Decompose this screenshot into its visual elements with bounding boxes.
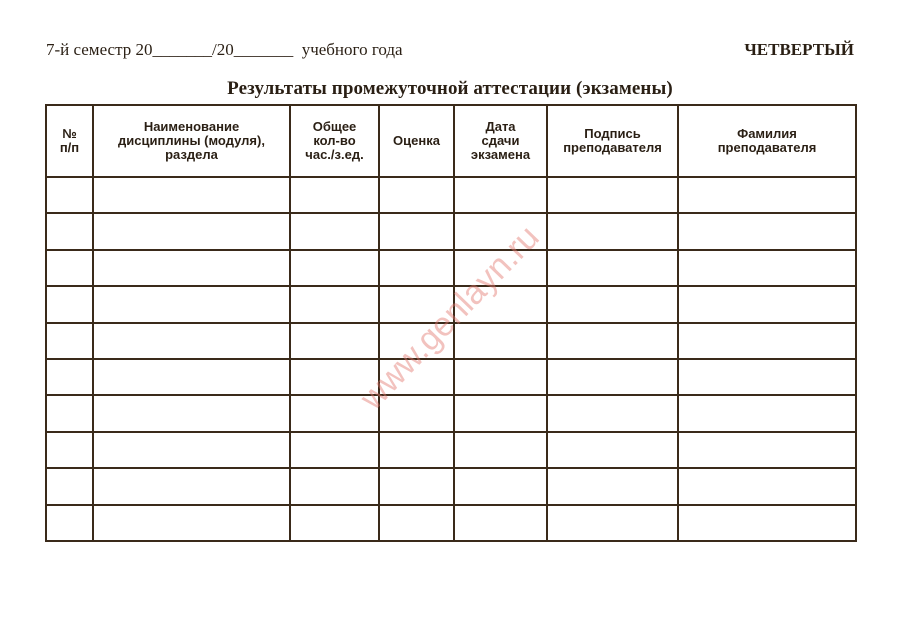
cell-exam-date[interactable] (454, 177, 547, 213)
cell-discipline[interactable] (93, 323, 290, 359)
column-header-discipline: Наименование дисциплины (модуля), раздела (93, 105, 290, 177)
cell-teacher-surname[interactable] (678, 213, 856, 249)
cell-number[interactable] (46, 177, 93, 213)
semester-line: 7-й семестр 20_______/20_______ учебного года (46, 40, 403, 59)
cell-number[interactable] (46, 213, 93, 249)
cell-discipline[interactable] (93, 177, 290, 213)
cell-teacher-surname[interactable] (678, 395, 856, 431)
cell-discipline[interactable] (93, 468, 290, 504)
cell-hours[interactable] (290, 359, 379, 395)
cell-hours[interactable] (290, 395, 379, 431)
column-header-number: № п/п (46, 105, 93, 177)
cell-teacher-surname[interactable] (678, 359, 856, 395)
cell-discipline[interactable] (93, 395, 290, 431)
cell-exam-date[interactable] (454, 468, 547, 504)
cell-grade[interactable] (379, 250, 454, 286)
table-row (46, 432, 856, 468)
cell-teacher-surname[interactable] (678, 323, 856, 359)
cell-exam-date[interactable] (454, 505, 547, 541)
cell-number[interactable] (46, 286, 93, 322)
table-row (46, 359, 856, 395)
cell-grade[interactable] (379, 432, 454, 468)
table-header-row (46, 105, 856, 177)
cell-number[interactable] (46, 250, 93, 286)
cell-grade[interactable] (379, 177, 454, 213)
cell-teacher-signature[interactable] (547, 323, 678, 359)
cell-discipline[interactable] (93, 213, 290, 249)
cell-grade[interactable] (379, 286, 454, 322)
cell-exam-date[interactable] (454, 250, 547, 286)
table-row (46, 395, 856, 431)
cell-teacher-surname[interactable] (678, 432, 856, 468)
table-body (46, 177, 856, 541)
table-row (46, 323, 856, 359)
cell-teacher-surname[interactable] (678, 177, 856, 213)
table-row (46, 468, 856, 504)
cell-hours[interactable] (290, 468, 379, 504)
cell-teacher-surname[interactable] (678, 468, 856, 504)
course-label: ЧЕТВЕРТЫЙ (744, 40, 854, 59)
cell-number[interactable] (46, 359, 93, 395)
cell-teacher-signature[interactable] (547, 432, 678, 468)
cell-discipline[interactable] (93, 250, 290, 286)
watermark: www.genlayn.ru (352, 218, 547, 418)
cell-grade[interactable] (379, 323, 454, 359)
cell-teacher-surname[interactable] (678, 250, 856, 286)
cell-hours[interactable] (290, 505, 379, 541)
cell-exam-date[interactable] (454, 213, 547, 249)
table-row (46, 177, 856, 213)
cell-grade[interactable] (379, 468, 454, 504)
cell-teacher-signature[interactable] (547, 286, 678, 322)
cell-number[interactable] (46, 395, 93, 431)
table-row (46, 505, 856, 541)
cell-grade[interactable] (379, 359, 454, 395)
cell-teacher-signature[interactable] (547, 250, 678, 286)
cell-teacher-surname[interactable] (678, 286, 856, 322)
cell-number[interactable] (46, 505, 93, 541)
column-header-teacher-surname: Фамилия преподавателя (678, 105, 856, 177)
cell-exam-date[interactable] (454, 432, 547, 468)
cell-grade[interactable] (379, 213, 454, 249)
cell-discipline[interactable] (93, 505, 290, 541)
cell-grade[interactable] (379, 505, 454, 541)
cell-exam-date[interactable] (454, 395, 547, 431)
column-header-exam-date: Дата сдачи экзамена (454, 105, 547, 177)
cell-discipline[interactable] (93, 286, 290, 322)
cell-exam-date[interactable] (454, 323, 547, 359)
cell-grade[interactable] (379, 395, 454, 431)
cell-exam-date[interactable] (454, 286, 547, 322)
exam-results-table (45, 104, 857, 542)
cell-hours[interactable] (290, 286, 379, 322)
cell-exam-date[interactable] (454, 359, 547, 395)
cell-number[interactable] (46, 432, 93, 468)
cell-hours[interactable] (290, 250, 379, 286)
cell-hours[interactable] (290, 177, 379, 213)
cell-teacher-surname[interactable] (678, 505, 856, 541)
table-row (46, 213, 856, 249)
cell-teacher-signature[interactable] (547, 213, 678, 249)
table-row (46, 250, 856, 286)
cell-discipline[interactable] (93, 432, 290, 468)
cell-teacher-signature[interactable] (547, 177, 678, 213)
cell-teacher-signature[interactable] (547, 468, 678, 504)
column-header-hours: Общее кол-во час./з.ед. (290, 105, 379, 177)
cell-discipline[interactable] (93, 359, 290, 395)
column-header-grade: Оценка (379, 105, 454, 177)
column-header-teacher-signature: Подпись преподавателя (547, 105, 678, 177)
cell-teacher-signature[interactable] (547, 505, 678, 541)
table-row (46, 286, 856, 322)
table-title: Результаты промежуточной аттестации (экзамены) (227, 78, 673, 99)
cell-hours[interactable] (290, 213, 379, 249)
cell-hours[interactable] (290, 323, 379, 359)
cell-number[interactable] (46, 323, 93, 359)
cell-teacher-signature[interactable] (547, 359, 678, 395)
cell-number[interactable] (46, 468, 93, 504)
cell-hours[interactable] (290, 432, 379, 468)
cell-teacher-signature[interactable] (547, 395, 678, 431)
